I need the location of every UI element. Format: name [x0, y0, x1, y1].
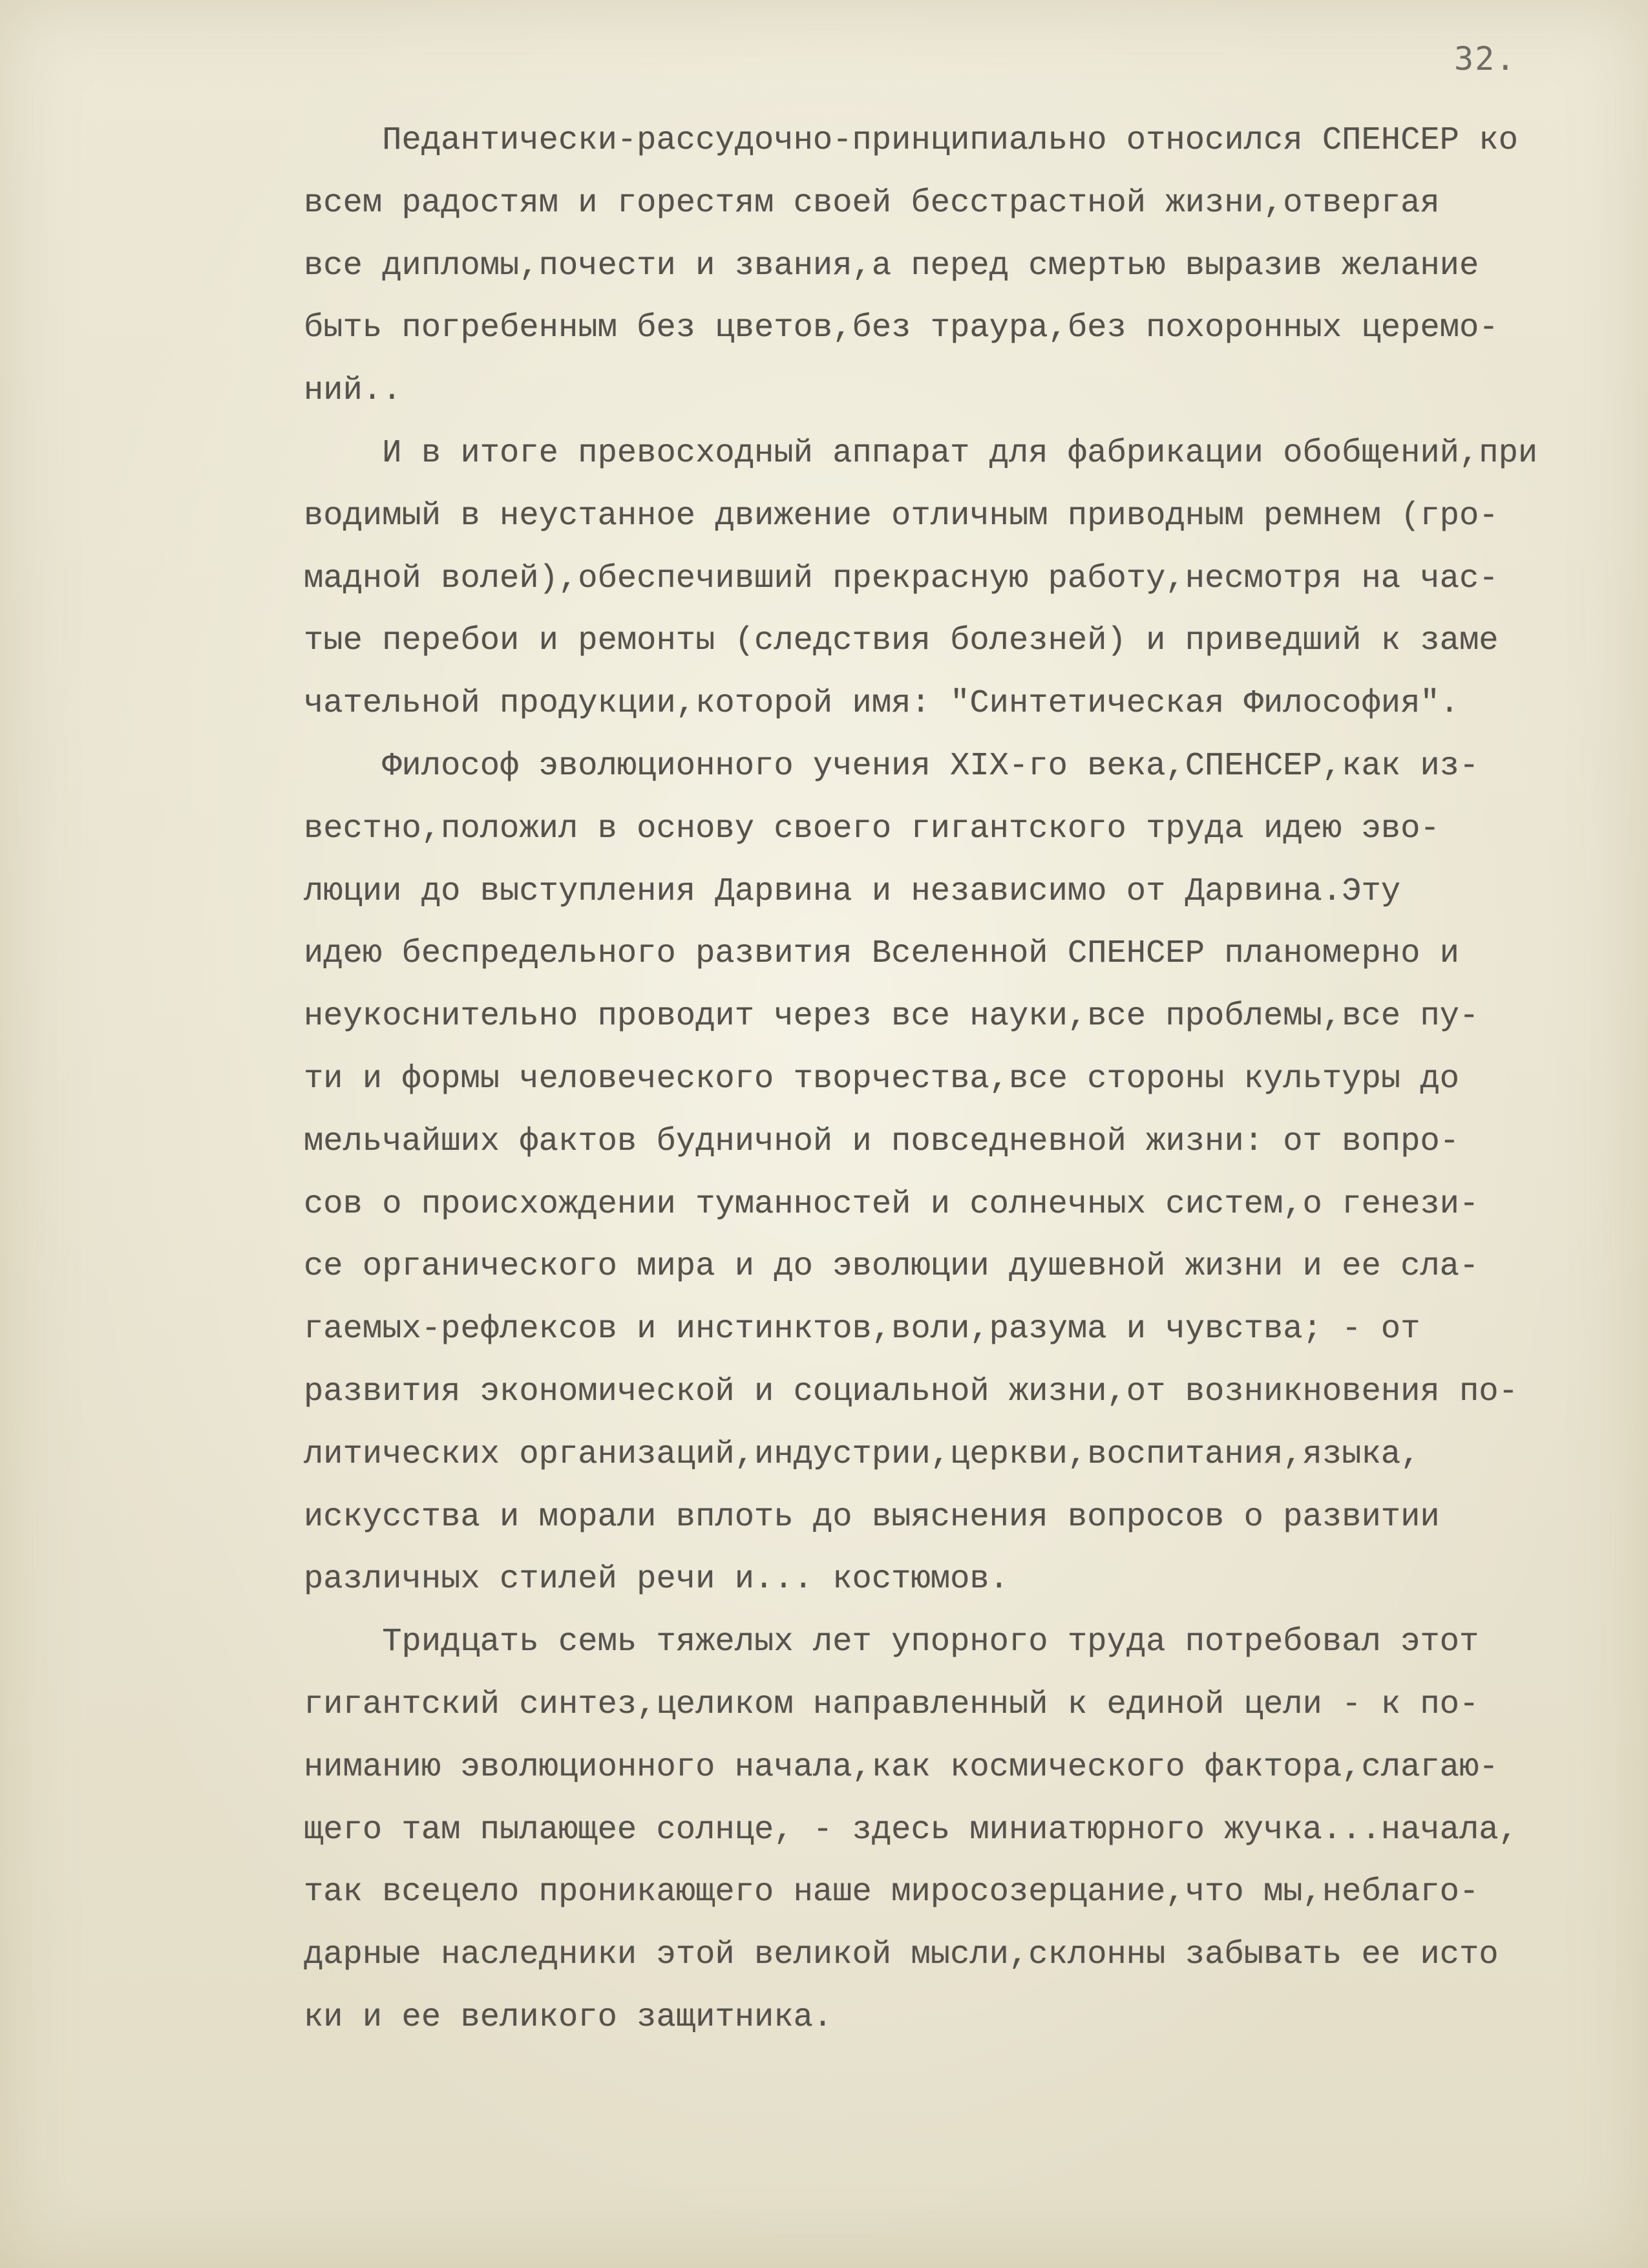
text-line: чательной продукции,которой имя: "Синтетическая Философия". [304, 685, 1459, 723]
text-line: дарные наследники этой великой мысли,склонны забывать ее исто [304, 1936, 1499, 1974]
text-line: вестно,положил в основу своего гигантского труда идею эво- [304, 810, 1440, 847]
page-number: 32. [1454, 40, 1517, 78]
text-line: гаемых-рефлексов и инстинктов,воли,разума и чувства; - от [304, 1311, 1421, 1348]
text-line: Педантически-рассудочно-принципиально относился СПЕНСЕР ко [304, 122, 1518, 159]
text-line: ки и ее великого защитника. [304, 1998, 833, 2036]
text-line: люции до выступления Дарвина и независимо от Дарвина.Эту [304, 873, 1401, 910]
text-line: тые перебои и ремонты (следствия болезней) и приведший к заме [304, 622, 1499, 660]
text-line: искусства и морали вплоть до выяснения вопросов о развитии [304, 1498, 1440, 1536]
text-line: ний.. [304, 372, 402, 410]
text-line: се органического мира и до эволюции душевной жизни и ее сла- [304, 1248, 1479, 1286]
text-line: ти и формы человеческого творчества,все стороны культуры до [304, 1060, 1459, 1097]
text-line: И в итоге превосходный аппарат для фабрикации обобщений,при [304, 434, 1538, 472]
text-line: так всецело проникающего наше миросозерцание,что мы,неблаго- [304, 1874, 1479, 1911]
text-line: развития экономической и социальной жизни,от возникновения по- [304, 1373, 1518, 1410]
text-line: литических организаций,индустрии,церкви,воспитания,языка, [304, 1436, 1421, 1473]
text-line: мельчайших фактов будничной и повседневной жизни: от вопро- [304, 1123, 1459, 1160]
text-line: идею беспредельного развития Вселенной СПЕНСЕР планомерно и [304, 935, 1459, 973]
text-line: водимый в неустанное движение отличным приводным ремнем (гро- [304, 497, 1499, 535]
text-line: мадной волей),обеспечивший прекрасную работу,несмотря на час- [304, 560, 1499, 597]
text-line: все дипломы,почести и звания,а перед смертью выразив желание [304, 247, 1479, 284]
text-line: различных стилей речи и... костюмов. [304, 1561, 1009, 1598]
text-line: всем радостям и горестям своей бесстрастной жизни,отвергая [304, 184, 1440, 222]
document-body [304, 110, 1596, 2050]
text-line: гигантский синтез,целиком направленный к единой цели - к по- [304, 1686, 1479, 1723]
text-line: ниманию эволюционного начала,как космического фактора,слагаю- [304, 1748, 1499, 1786]
text-line: неукоснительно проводит через все науки,все проблемы,все пу- [304, 998, 1479, 1035]
text-line: Философ эволюционного учения XIX-го века,СПЕНСЕР,как из- [304, 747, 1479, 785]
text-line: щего там пылающее солнце, - здесь миниатюрного жучка...начала, [304, 1811, 1518, 1849]
text-line: Тридцать семь тяжелых лет упорного труда потребовал этот [304, 1624, 1479, 1661]
text-line: быть погребенным без цветов,без траура,без похоронных церемо- [304, 310, 1499, 347]
text-line: сов о происхождении туманностей и солнечных систем,о генези- [304, 1185, 1479, 1223]
